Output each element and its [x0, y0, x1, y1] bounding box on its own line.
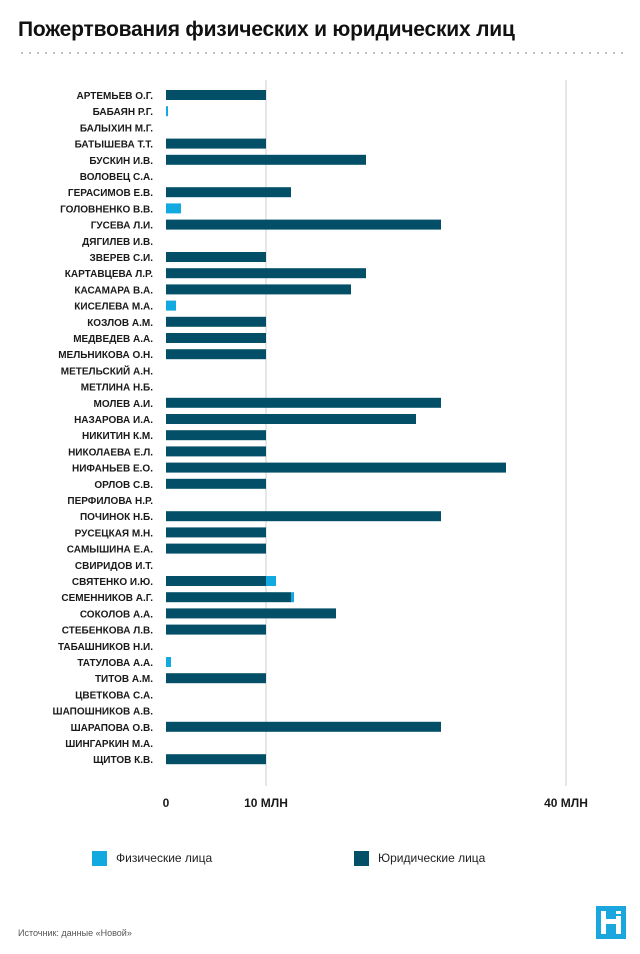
category-label: СТЕБЕНКОВА Л.В.	[61, 625, 153, 637]
x-axis-ticks	[163, 796, 588, 810]
category-label: МЕТЕЛЬСКИЙ А.Н.	[60, 366, 153, 378]
bar-legal-entities	[166, 317, 266, 327]
category-label: ЦВЕТКОВА С.А.	[75, 690, 153, 702]
category-label: НИКИТИН К.М.	[82, 431, 153, 443]
bar-individuals	[166, 203, 181, 213]
category-label: СЕМЕННИКОВ А.Г.	[61, 593, 153, 605]
bar-legal-entities	[166, 576, 266, 586]
bar-legal-entities	[166, 414, 416, 424]
category-label: КИСЕЛЕВА М.А.	[74, 301, 153, 313]
category-label: ГОЛОВНЕНКО В.В.	[60, 204, 153, 216]
category-label: СВИРИДОВ И.Т.	[74, 560, 153, 572]
category-label: КОЗЛОВ А.М.	[87, 317, 153, 329]
chart-bars	[166, 90, 506, 764]
category-label: БАТЫШЕВА Т.Т.	[74, 139, 153, 151]
category-label: МОЛЕВ А.И.	[93, 398, 153, 410]
novaya-gazeta-logo-icon	[596, 906, 626, 939]
category-label: АРТЕМЬЕВ О.Г.	[76, 91, 153, 102]
category-label: ЩИТОВ К.В.	[93, 755, 153, 767]
bar-legal-entities	[166, 754, 266, 764]
category-label: ТАТУЛОВА А.А.	[77, 658, 153, 669]
legend-label-individuals: Физические лица	[116, 851, 213, 865]
bar-legal-entities	[166, 398, 441, 408]
category-label: СВЯТЕНКО И.Ю.	[71, 577, 153, 588]
category-label: ПЕРФИЛОВА Н.Р.	[67, 496, 153, 507]
bar-legal-entities	[166, 90, 266, 100]
category-label: ВОЛОВЕЦ С.А.	[79, 172, 153, 183]
bar-individuals	[166, 301, 176, 311]
source-note: Источник: данные «Новой»	[18, 928, 132, 938]
bar-legal-entities	[166, 349, 266, 359]
legend-item-legal-entities	[354, 848, 485, 868]
x-tick-label: 10 МЛН	[244, 796, 288, 810]
legend-item-individuals	[92, 848, 212, 868]
bar-legal-entities	[166, 592, 291, 602]
category-label: МЕЛЬНИКОВА О.Н.	[58, 350, 153, 362]
bar-legal-entities	[166, 284, 351, 294]
chart-grid	[266, 80, 566, 786]
chart-title: Пожертвования физических и юридических лиц	[18, 18, 515, 41]
bar-legal-entities	[166, 430, 266, 440]
category-label: РУСЕЦКАЯ М.Н.	[74, 528, 153, 540]
bar-legal-entities	[166, 252, 266, 262]
bar-legal-entities	[166, 220, 441, 230]
x-tick-label: 0	[162, 796, 170, 810]
bar-individuals	[266, 576, 276, 586]
category-label: ГУСЕВА Л.И.	[90, 220, 153, 232]
bar-legal-entities	[166, 446, 266, 456]
bar-individuals	[166, 657, 171, 667]
category-label: ТАБАШНИКОВ Н.И.	[57, 641, 153, 653]
category-label: САМЫШИНА Е.А.	[66, 544, 153, 556]
category-label: ШИНГАРКИН М.А.	[65, 739, 153, 750]
bar-legal-entities	[166, 527, 266, 537]
category-label: БАЛЫХИН М.Г.	[79, 123, 153, 135]
category-label: НИКОЛАЕВА Е.Л.	[68, 447, 153, 459]
category-label: ШАРАПОВА О.В.	[70, 722, 153, 734]
bar-legal-entities	[166, 463, 506, 473]
category-label: ТИТОВ А.М.	[94, 674, 153, 686]
category-label: ПОЧИНОК Н.Б.	[79, 512, 153, 524]
x-tick-label: 40 МЛН	[544, 796, 588, 810]
category-label: МЕТЛИНА Н.Б.	[80, 382, 153, 394]
legend-swatch-individuals	[92, 851, 107, 866]
category-label: ЗВЕРЕВ С.И.	[89, 253, 153, 264]
bar-legal-entities	[166, 608, 336, 618]
bar-individuals	[166, 106, 168, 116]
bar-legal-entities	[166, 722, 441, 732]
category-label: СОКОЛОВ А.А.	[79, 609, 153, 621]
category-label: КАРТАВЦЕВА Л.Р.	[64, 269, 153, 281]
legend-label-legal-entities: Юридические лица	[378, 851, 486, 865]
category-label: БАБАЯН Р.Г.	[92, 107, 153, 119]
category-label: НИФАНЬЕВ Е.О.	[71, 463, 153, 475]
category-labels	[53, 91, 154, 766]
legend-swatch-legal-entities	[354, 851, 369, 866]
bar-legal-entities	[166, 544, 266, 554]
category-label: ДЯГИЛЕВ И.В.	[82, 236, 153, 248]
category-label: ГЕРАСИМОВ Е.В.	[67, 188, 153, 200]
bar-legal-entities	[166, 139, 266, 149]
bar-individuals	[291, 592, 294, 602]
bar-legal-entities	[166, 625, 266, 635]
bar-legal-entities	[166, 479, 266, 489]
bar-legal-entities	[166, 155, 366, 165]
bar-legal-entities	[166, 268, 366, 278]
bar-legal-entities	[166, 511, 441, 521]
category-label: НАЗАРОВА И.А.	[74, 415, 153, 426]
category-label: ШАПОШНИКОВ А.В.	[52, 706, 153, 718]
category-label: БУСКИН И.В.	[89, 155, 153, 167]
category-label: КАСАМАРА В.А.	[74, 285, 153, 297]
bar-legal-entities	[166, 333, 266, 343]
bar-legal-entities	[166, 673, 266, 683]
category-label: ОРЛОВ С.В.	[94, 479, 153, 491]
category-label: МЕДВЕДЕВ А.А.	[73, 334, 153, 345]
bar-legal-entities	[166, 187, 291, 197]
